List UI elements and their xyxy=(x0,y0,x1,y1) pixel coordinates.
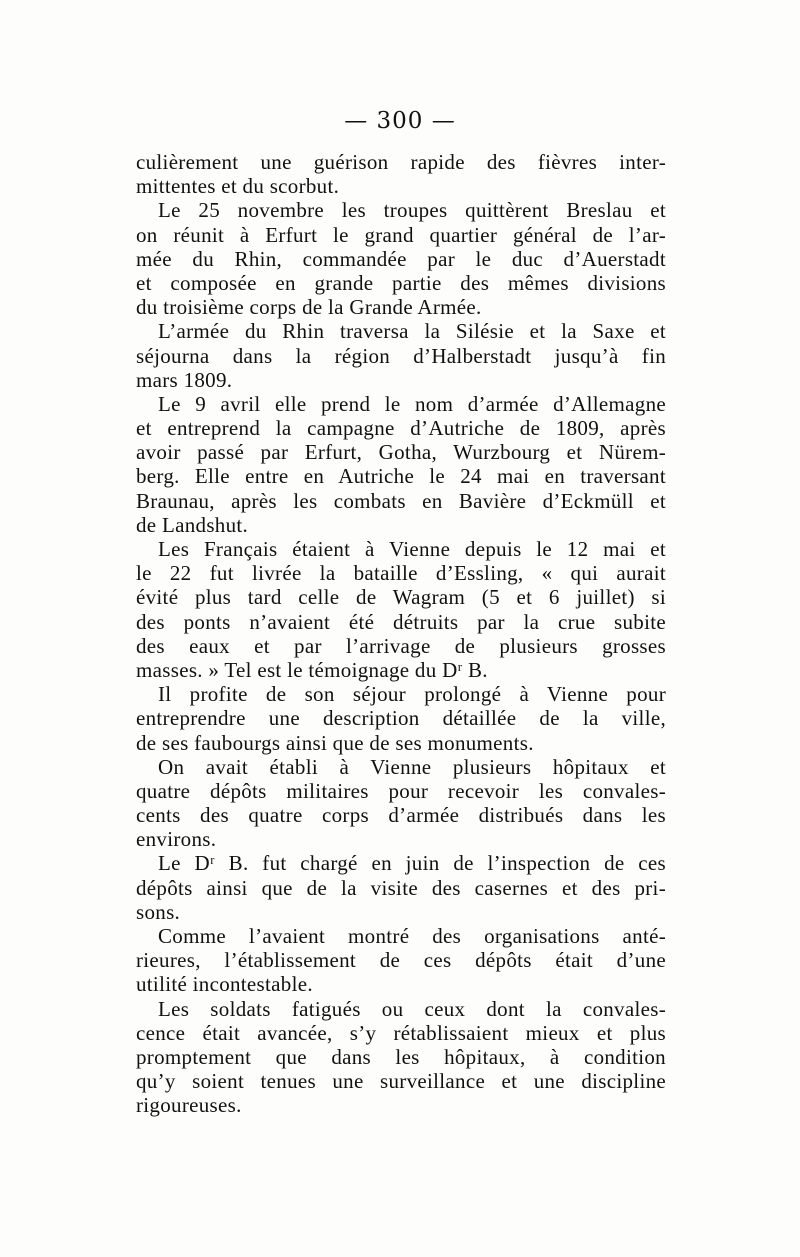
text-line: Le 9 avril elle prend le nom d’armée d’Allemagne xyxy=(158,391,666,416)
text-line: séjourna dans la région d’Halberstadt jusqu’à fin xyxy=(136,343,666,368)
text-line: On avait établi à Vienne plusieurs hôpitaux et xyxy=(158,754,666,779)
text-line: et entreprend la campagne d’Autriche de 1809, après xyxy=(136,416,666,441)
text-line: Les Français étaient à Vienne depuis le 12 mai et xyxy=(158,537,666,561)
text-line: mée du Rhin, commandée par le duc d’Auerstadt xyxy=(136,246,666,271)
text-line: cence était avancée, s’y rétablissaient mieux et plus xyxy=(136,1020,666,1045)
text-line: du troisième corps de la Grande Armée. xyxy=(136,295,482,320)
text-line: sons. xyxy=(136,899,181,924)
text-line: L’armée du Rhin traversa la Silésie et la Saxe et xyxy=(158,319,666,344)
text-line: promptement que dans les hôpitaux, à condition xyxy=(136,1044,666,1069)
text-line: et composée en grande partie des mêmes divisions xyxy=(136,270,666,295)
text-line: Braunau, après les combats en Bavière d’Eckmüll et xyxy=(136,488,666,513)
text-line: des eaux et par l’arrivage de plusieurs grosses xyxy=(136,633,666,658)
text-line: Il profite de son séjour prolongé à Vienne pour xyxy=(158,682,666,707)
body-text xyxy=(136,150,666,1118)
text-line: masses. » Tel est le témoignage du Dʳ B. xyxy=(136,657,488,682)
text-line: Comme l’avaient montré des organisations anté- xyxy=(158,924,666,948)
text-line: dépôts ainsi que de la visite des casernes et des pri- xyxy=(136,875,666,900)
text-line: quatre dépôts militaires pour recevoir les convales- xyxy=(136,778,666,803)
text-line: entreprendre une description détaillée de la ville, xyxy=(136,706,666,731)
page-number: — 300 — xyxy=(344,108,456,134)
text-line: Les soldats fatigués ou ceux dont la convales- xyxy=(158,996,666,1021)
text-line: évité plus tard celle de Wagram (5 et 6 juillet) si xyxy=(136,585,666,610)
text-line: rieures, l’établissement de ces dépôts était d’une xyxy=(136,948,666,973)
text-line: utilité incontestable. xyxy=(136,972,313,997)
text-line: Le 25 novembre les troupes quittèrent Breslau et xyxy=(158,198,666,223)
text-line: qu’y soient tenues une surveillance et une discipline xyxy=(136,1069,666,1094)
text-line: mars 1809. xyxy=(136,367,233,392)
text-line: Le Dʳ B. fut chargé en juin de l’inspection de ces xyxy=(158,851,666,876)
text-line: on réunit à Erfurt le grand quartier général de l’ar- xyxy=(136,222,666,247)
text-line: berg. Elle entre en Autriche le 24 mai en traversant xyxy=(136,464,666,489)
text-line: environs. xyxy=(136,827,217,852)
text-line: de ses faubourgs ainsi que de ses monuments. xyxy=(136,730,534,755)
text-line: cents des quatre corps d’armée distribués dans les xyxy=(136,803,666,828)
text-line: culièrement une guérison rapide des fièvres inter- xyxy=(136,150,666,174)
text-line: le 22 fut livrée la bataille d’Essling, « qui aurait xyxy=(136,561,666,586)
text-line: avoir passé par Erfurt, Gotha, Wurzbourg et Nürem- xyxy=(136,440,666,465)
text-line: de Landshut. xyxy=(136,512,249,537)
text-line: rigoureuses. xyxy=(136,1093,242,1118)
text-line: des ponts n’avaient été détruits par la crue subite xyxy=(136,609,666,634)
text-line: mittentes et du scorbut. xyxy=(136,174,340,199)
